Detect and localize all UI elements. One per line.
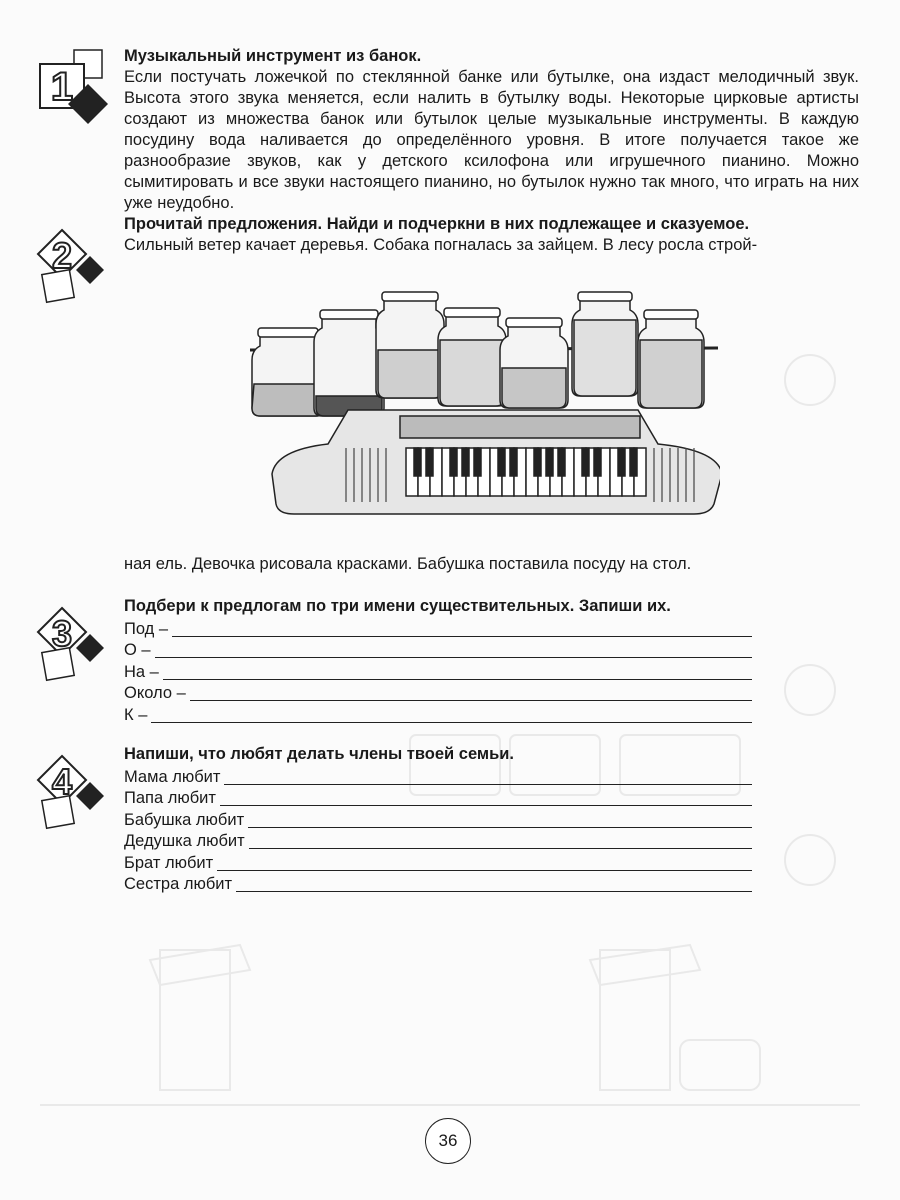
answer-line[interactable]: Сестра любит [124, 873, 752, 895]
answer-line[interactable]: К – [124, 703, 752, 725]
answer-line[interactable]: Брат любит [124, 851, 752, 873]
exercise-1-number: 1 [50, 65, 74, 109]
exercise-2-title: Прочитай предложения. Найди и подчеркни в них подлежащее и сказуемое. [124, 215, 750, 233]
exercise-3-number: 3 [51, 613, 73, 654]
exercise-2-continued [124, 554, 859, 575]
exercise-2 [124, 214, 859, 256]
answer-line[interactable]: Около – [124, 682, 752, 704]
exercise-3 [124, 596, 752, 725]
answer-line[interactable]: Папа любит [124, 787, 752, 809]
exercise-3-title: Подбери к предлогам по три имени существительных. Запиши их. [124, 597, 671, 615]
exercise-4-number: 4 [51, 761, 73, 802]
exercise-2-text-part1: Сильный ветер качает деревья. Собака погналась за зайцем. В лесу росла строй- [124, 236, 758, 254]
exercise-1 [124, 46, 859, 214]
exercise-4-title: Напиши, что любят делать члены твоей семьи. [124, 745, 514, 763]
answer-line[interactable]: На – [124, 660, 752, 682]
answer-line[interactable]: Бабушка любит [124, 808, 752, 830]
exercise-1-title: Музыкальный инструмент из банок. [124, 47, 422, 65]
jars-and-keyboard-illustration [250, 288, 720, 520]
exercise-1-badge [32, 44, 112, 124]
answer-line[interactable]: Мама любит [124, 765, 752, 787]
answer-line[interactable]: О – [124, 639, 752, 661]
exercise-4-badge [30, 750, 110, 830]
exercise-2-badge [30, 224, 110, 304]
page-number: 36 [425, 1118, 471, 1164]
exercise-2-number: 2 [51, 235, 73, 276]
answer-line[interactable]: Под – [124, 617, 752, 639]
exercise-3-badge [30, 602, 110, 682]
exercise-2-text-part2: ная ель. Девочка рисовала красками. Бабушка поставила посуду на стол. [124, 555, 692, 573]
exercise-4 [124, 744, 752, 894]
exercise-1-text: Если постучать ложечкой по стеклянной банке или бутылке, она издаст мелодичный звук. Высота этого звука меняется, если налить в бутылку воды. Некоторые цирковые артисты создают из множества банок или бутылок целые музыкальные инструменты. В каждую посудину вода наливается до определённого уровня. В итоге получается такое же разнообразие звуков, как у детского ксилофона или игрушечного пианино. Можно сымитировать и все звуки настоящего пианино, но бутылок нужно так много, что играть на них уже неудобно. [124, 68, 859, 212]
answer-line[interactable]: Дедушка любит [124, 830, 752, 852]
